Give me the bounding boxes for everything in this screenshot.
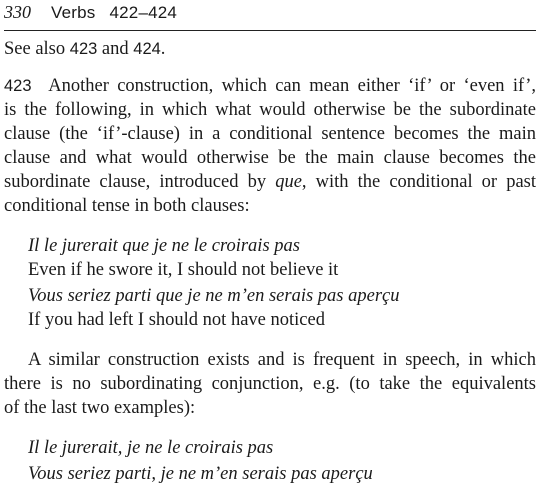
example-french: Vous seriez parti que je ne m’en serais pas aperçu xyxy=(28,286,400,306)
running-header xyxy=(4,2,536,31)
chapter-title: Verbs xyxy=(51,3,96,22)
example-english: If you had left I should not have noticed xyxy=(28,310,325,330)
section-range: 422–424 xyxy=(109,3,178,22)
example-french: Il le jurerait, je ne le croirais pas xyxy=(28,438,274,458)
example-english: Even if he swore it, I should not believe it xyxy=(28,260,339,280)
running-title xyxy=(51,3,177,23)
emphasis-que: que xyxy=(275,172,302,192)
example-french: Il le jurerait que je ne le croirais pas xyxy=(28,236,300,256)
cross-reference[interactable]: 423 xyxy=(69,40,98,58)
page-number: 330 xyxy=(4,2,31,22)
cross-reference[interactable]: 424 xyxy=(133,40,161,58)
example-french: Vous seriez parti, je ne m’en serais pas aperçu xyxy=(28,464,373,484)
section-number: 423 xyxy=(4,77,32,95)
see-also-line: See also 423 and 424. xyxy=(4,39,166,59)
book-page: 330 Verbs 422–424 See also 423 and 424. 423 Another construction, which can mean either ‘if’ or ‘even if’, is the following, in which what would otherwise be the subordinate clause (the ‘if’-clause) in a conditional sentence becomes the main clause and what would otherwise be the main clause becomes the subordinate clause, introduced by que, with the conditional or past conditional tense in both clauses: Il le jurerait que je ne le croirais pas Even if he swore it, I should not believe it Vous seriez parti que je ne m’en serais pas aperçu If you had left I should not have noticed A similar construction exists and is frequent in speech, in which there is no subordinating conjunction, e.g. (to take the equivalents of the last two examples): Il le jurerait, je ne le croirais pas Vous seriez parti, je ne m’en serais pas aperçu xyxy=(4,2,537,484)
